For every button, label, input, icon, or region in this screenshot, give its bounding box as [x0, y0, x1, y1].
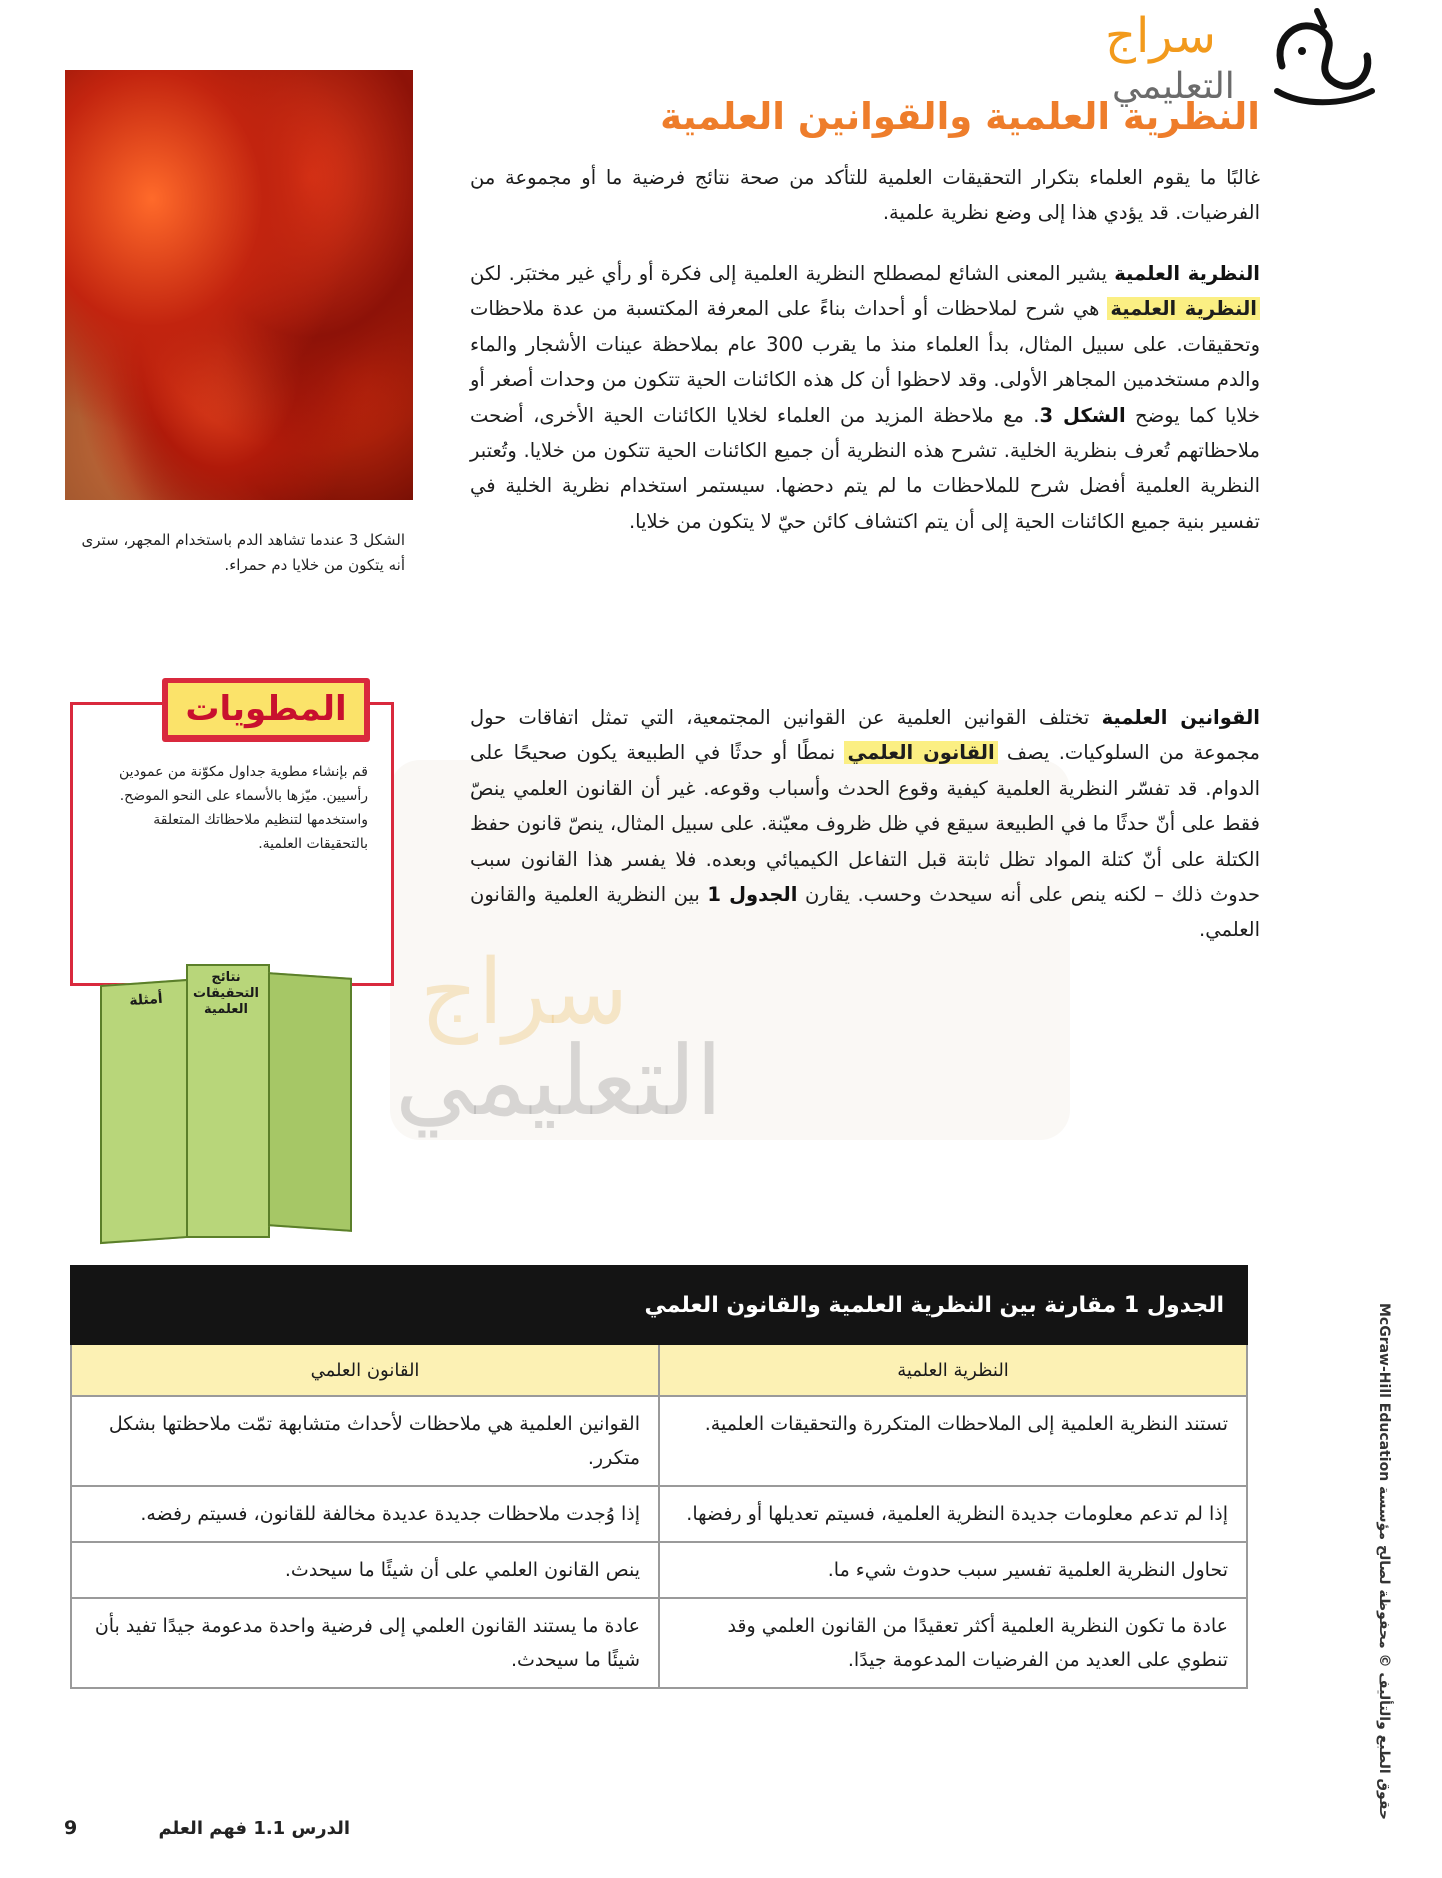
laws-text-b: نمطًا أو حدثًا في الطبيعة يكون صحيحًا على الدوام. قد تفسّر النظرية العلمية كيفية وقوع الحدث وأسباب وقوعه. غير أن القانون العلمي ينصّ فقط على أنّ حدثًا ما في الطبيعة سيقع في ظل ظروف معيّنة. على سبيل المثال، ينصّ قانون حفظ الكتلة على أنّ كتلة المواد تظل ثابتة قبل التفاعل الكيميائي وبعده. فلا يفسر هذا القانون سبب حدوث ذلك – لكنه ينص على أنه سيحدث وحسب. يقارن: [470, 741, 1261, 907]
intro-text: غالبًا ما يقوم العلماء بتكرار التحقيقات العلمية للتأكد من صحة نتائج فرضية ما أو مجموعة من الفرضيات. قد يؤدي هذا إلى وضع نظرية علمية.: [470, 166, 1260, 225]
foldables-instructions: قم بإنشاء مطوية جداول مكوّنة من عمودين رأسيين. ميّزها بالأسماء على النحو الموضح. واستخدمها لتنظيم ملاحظاتك المتعلقة بالتحقيقات العلمية.: [118, 764, 368, 852]
theory-heading: النظرية العلمية: [1114, 262, 1260, 285]
table-row: [71, 1542, 1247, 1598]
theory-paragraph: [470, 256, 1260, 539]
section-title: النظرية العلمية والقوانين العلمية: [660, 95, 1260, 138]
table-cell: إذا وُجدت ملاحظات جديدة عديدة مخالفة للقانون، فسيتم رفضه.: [71, 1486, 659, 1542]
table-cell: تستند النظرية العلمية إلى الملاحظات المتكررة والتحقيقات العلمية.: [659, 1396, 1247, 1486]
intro-paragraph: [470, 160, 1260, 231]
copyright-side-note: حقوق الطبع والتأليف © محفوظة لصالح مؤسسة McGraw-Hill Education: [1376, 1302, 1392, 1820]
table-header-theory: النظرية العلمية: [659, 1344, 1247, 1396]
table-title: الجدول 1 مقارنة بين النظرية العلمية والقانون العلمي: [71, 1266, 1247, 1344]
table-cell: القوانين العلمية هي ملاحظات لأحداث متشابهة تمّت ملاحظتها بشكل متكرر.: [71, 1396, 659, 1486]
table-row: [71, 1486, 1247, 1542]
table-cell: إذا لم تدعم معلومات جديدة النظرية العلمية، فسيتم تعديلها أو رفضها.: [659, 1486, 1247, 1542]
foldable-label-results: نتائج التحقيقات العلمية: [193, 970, 259, 1017]
laws-paragraph: [470, 700, 1260, 948]
watermark-brand: سراج: [420, 940, 629, 1045]
laws-highlight-term: القانون العلمي: [844, 741, 997, 764]
table-reference: الجدول 1: [707, 883, 798, 907]
laws-heading: القوانين العلمية: [1101, 706, 1260, 729]
footer-lesson: الدرس 1.1 فهم العلم: [158, 1818, 350, 1839]
foldable-panel-right: [268, 972, 352, 1232]
watermark-text: التعليمي: [395, 1025, 723, 1137]
table-cell: عادة ما تكون النظرية العلمية أكثر تعقيدًا من القانون العلمي وقد تنطوي على العديد من الفرضيات المدعومة جيدًا.: [659, 1598, 1247, 1688]
logo-subtitle: التعليمي: [1112, 66, 1235, 107]
comparison-table: [70, 1265, 1248, 1689]
figure-caption: الشكل 3 عندما تشاهد الدم باستخدام المجهر، سترى أنه يتكون من خلايا دم حمراء.: [81, 531, 405, 574]
logo-name: سراج: [1105, 8, 1217, 64]
table-cell: عادة ما يستند القانون العلمي إلى فرضية واحدة مدعومة جيدًا تفيد بأن شيئًا ما سيحدث.: [71, 1598, 659, 1688]
theory-text-a: يشير المعنى الشائع لمصطلح النظرية العلمية إلى فكرة أو رأي غير مختبَر. لكن: [470, 262, 1108, 285]
calligraphy-logo-icon: [1262, 6, 1382, 114]
theory-text-b: هي شرح لملاحظات أو أحداث بناءً على المعرفة المكتسبة من عدة ملاحظات وتحقيقات. على سبيل المثال، بدأ العلماء منذ ما يقرب 300 عام بملاحظة عينات الأشجار والماء والدم مستخدمين المجاهر الأولى. وقد لاحظوا أن كل هذه الكائنات الحية تتكون من وحدات أصغر أو خلايا كما يوضح: [470, 297, 1261, 427]
laws-text-a: تختلف القوانين العلمية عن القوانين المجتمعية، التي تمثل اتفاقات حول مجموعة من السلوكيات. يصف: [470, 706, 1260, 765]
table-cell: تحاول النظرية العلمية تفسير سبب حدوث شيء ما.: [659, 1542, 1247, 1598]
figure-reference: الشكل 3: [1039, 403, 1126, 427]
page-number: 9: [64, 1817, 78, 1839]
laws-text-c: بين النظرية العلمية والقانون العلمي.: [470, 883, 1260, 942]
theory-text-c: . مع ملاحظة المزيد من العلماء لخلايا الكائنات الحية الأخرى، أضحت ملاحظاتهم تُعرف بنظرية الخلية. تشرح هذه النظرية أن جميع الكائنات الحية تتكون من خلايا. وتُعتبر النظرية العلمية أفضل شرح للملاحظات ما لم يتم دحضها. سيستمر استخدام نظرية الخلية في تفسير بنية جميع الكائنات الحية إلى أن يتم اكتشاف كائن حيّ لا يتكون من خلايا.: [470, 403, 1260, 533]
table-cell: ينص القانون العلمي على أن شيئًا ما سيحدث.: [71, 1542, 659, 1598]
foldable-label-examples: أمثلة: [128, 990, 164, 1010]
table-row: [71, 1396, 1247, 1486]
table-header-law: القانون العلمي: [71, 1344, 659, 1396]
red-blood-cells-photo: [65, 70, 413, 500]
foldable-panel-left: [100, 979, 188, 1244]
foldables-title: المطويات: [185, 689, 347, 729]
theory-highlight-term: النظرية العلمية: [1107, 297, 1260, 320]
table-row: [71, 1598, 1247, 1688]
